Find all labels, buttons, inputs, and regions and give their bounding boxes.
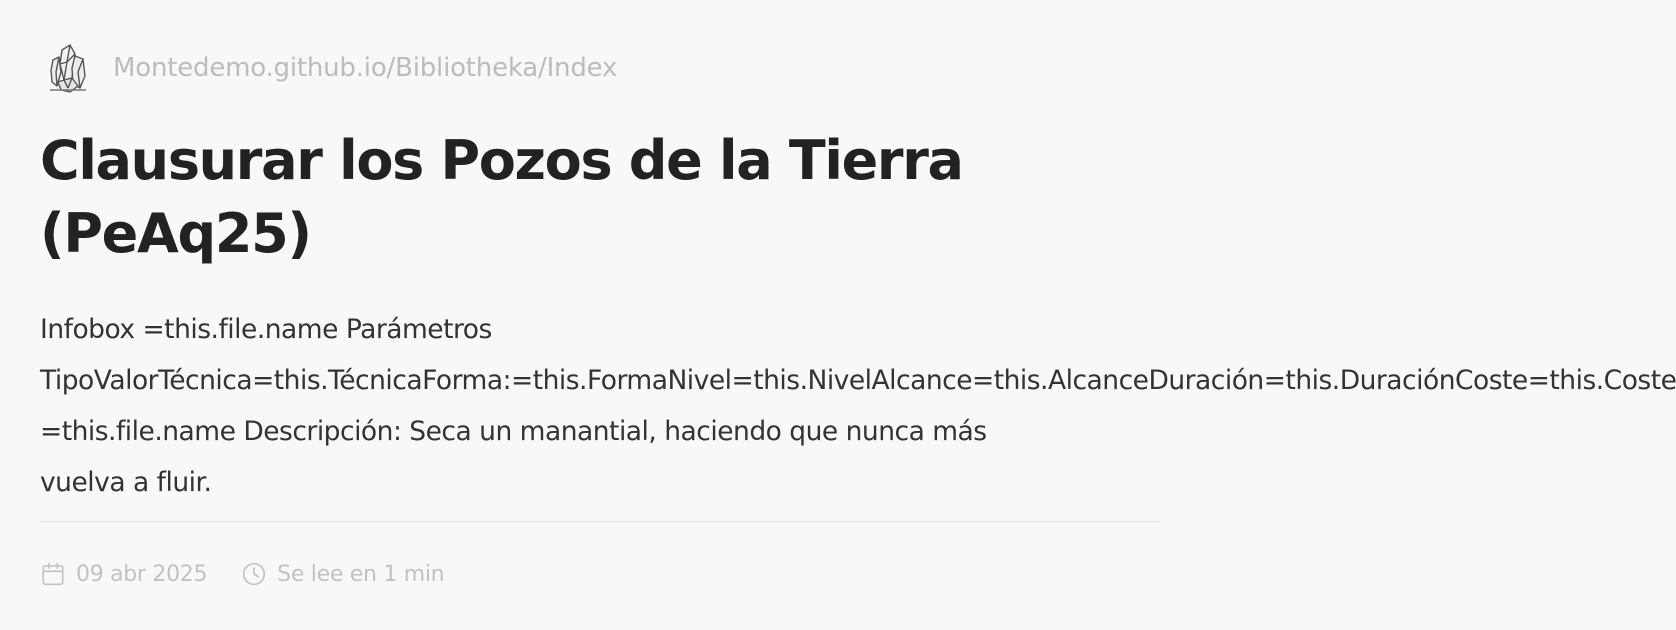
site-header — [48, 42, 617, 94]
publish-date-text: 09 abr 2025 — [76, 561, 208, 587]
page-description — [40, 304, 1676, 504]
description-line: =this.file.name Descripción: Seca un manantial, haciendo que nunca más — [40, 416, 987, 447]
calendar-icon — [40, 561, 66, 587]
description-line: Infobox =this.file.name Parámetros — [40, 314, 492, 345]
reading-time-text: Se lee en 1 min — [277, 561, 445, 587]
clock-icon — [241, 561, 267, 587]
description-line: vuelva a fluir. — [40, 467, 212, 498]
crystal-logo-icon — [48, 42, 88, 94]
divider — [40, 521, 1160, 522]
reading-time — [241, 561, 444, 587]
page-title: Clausurar los Pozos de la Tierra (PeAq25) — [40, 129, 963, 265]
publish-date — [40, 561, 207, 587]
meta-row — [40, 557, 444, 591]
description-line: TipoValorTécnica=this.TécnicaForma:=this.FormaNivel=this.NivelAlcance=this.AlcanceDuración=this.DuraciónCoste=this.Coste — [40, 365, 1676, 396]
preview-card — [40, 0, 1676, 630]
site-url[interactable]: Montedemo.github.io/Bibliotheka/Index — [113, 53, 618, 83]
